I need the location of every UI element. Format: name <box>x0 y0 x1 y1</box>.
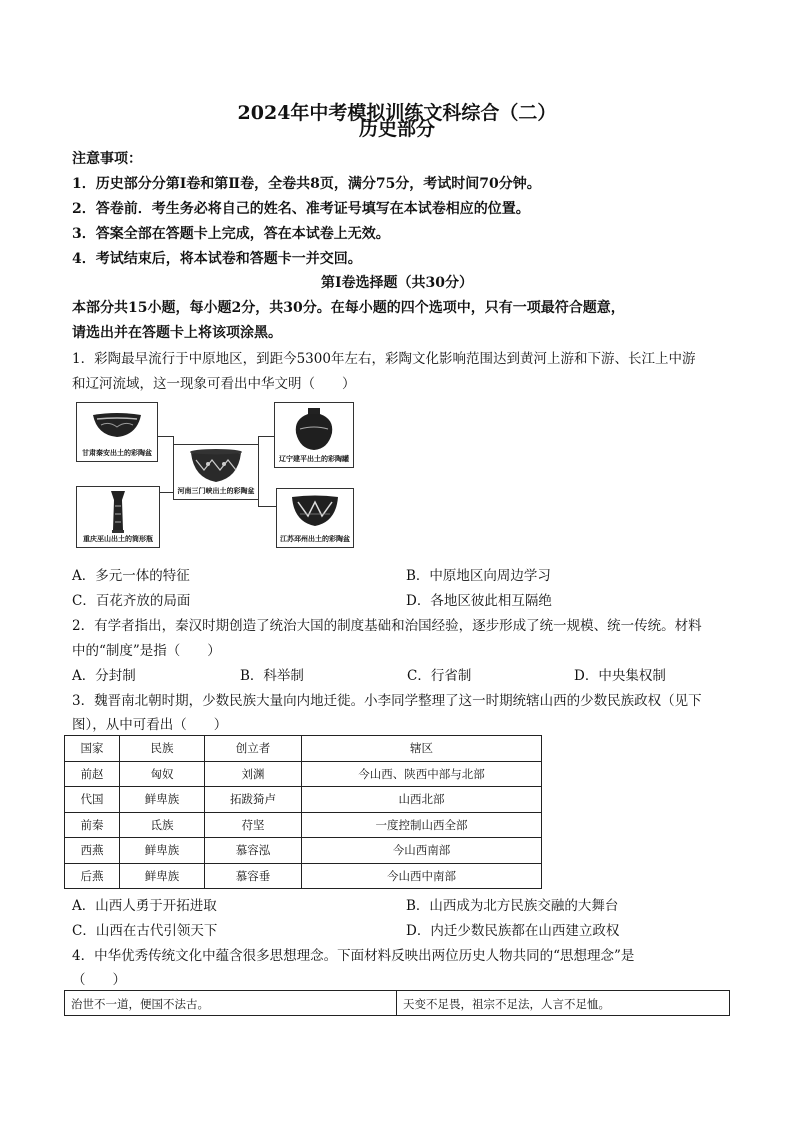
table-row <box>65 812 542 838</box>
option-c: C．行省制 <box>407 668 472 684</box>
question-1-text: 1．彩陶最早流行于中原地区，到距今5300年左右，彩陶文化影响范围达到黄河上游和下游、长江上中游 <box>72 351 696 367</box>
painted-basin-icon <box>188 448 244 484</box>
table-header: 国家 <box>65 736 120 762</box>
image-caption: 重庆巫山出土的筒形瓶 <box>83 534 153 543</box>
table-row <box>65 787 542 813</box>
question-3-text: 图），从中可看出（ ） <box>72 717 228 733</box>
notice-item: 2．答卷前．考生务必将自己的姓名、准考证号填写在本试卷相应的位置。 <box>72 201 530 217</box>
image-caption: 江苏邳州出土的彩陶盆 <box>280 534 350 543</box>
table-cell: 西燕 <box>65 838 120 864</box>
notice-item: 3．答案全部在答题卡上完成，答在本试卷上无效。 <box>72 226 390 242</box>
option-a: A．分封制 <box>72 668 136 684</box>
question-4-text: 4．中华优秀传统文化中蕴含很多思想理念。下面材料反映出两位历史人物共同的“思想理念”是 <box>72 948 635 964</box>
table-cell: 慕容泓 <box>205 838 302 864</box>
image-caption: 甘肃秦安出土的彩陶盆 <box>82 448 152 457</box>
image-chongqing-vase <box>76 486 160 548</box>
painted-bowl-icon <box>89 411 145 439</box>
table-cell: 今山西南部 <box>302 838 542 864</box>
table-cell: 今山西中南部 <box>302 863 542 889</box>
option-a: A．山西人勇于开拓进取 <box>72 898 217 914</box>
option-c: C．百花齐放的局面 <box>72 593 191 609</box>
table-header: 民族 <box>120 736 205 762</box>
table-cell: 刘渊 <box>205 761 302 787</box>
table-cell: 匈奴 <box>120 761 205 787</box>
image-gansu-bowl <box>76 402 158 462</box>
painted-bowl-icon <box>290 494 340 528</box>
page-title: 2024年中考模拟训练文科综合（二） <box>237 102 557 124</box>
table-cell: 前秦 <box>65 812 120 838</box>
material-left-box <box>64 990 397 1016</box>
option-d: D．内迁少数民族都在山西建立政权 <box>406 923 620 939</box>
option-d: D．各地区彼此相互隔绝 <box>406 593 552 609</box>
option-b: B．中原地区向周边学习 <box>406 568 551 584</box>
table-cell: 拓跋猗卢 <box>205 787 302 813</box>
table-cell: 后燕 <box>65 863 120 889</box>
section-instruction: 本部分共15小题，每小题2分，共30分。在每小题的四个选项中，只有一项最符合题意， <box>72 300 625 316</box>
option-b: B．科举制 <box>240 668 304 684</box>
table-cell: 前赵 <box>65 761 120 787</box>
table-cell: 鲜卑族 <box>120 838 205 864</box>
table-cell: 鲜卑族 <box>120 787 205 813</box>
table-row <box>65 863 542 889</box>
section-instruction: 请选出并在答题卡上将该项涂黑。 <box>72 325 282 341</box>
question-1-text: 和辽河流域，这一现象可看出中华文明（ ） <box>72 376 356 392</box>
notice-item: 4．考试结束后，将本试卷和答题卡一并交回。 <box>72 251 362 267</box>
option-a: A．多元一体的特征 <box>72 568 190 584</box>
table-header: 辖区 <box>302 736 542 762</box>
image-jiangsu-bowl <box>276 488 354 548</box>
table-cell: 氐族 <box>120 812 205 838</box>
table-cell: 代国 <box>65 787 120 813</box>
table-cell: 苻坚 <box>205 812 302 838</box>
material-right-text: 天变不足畏，祖宗不足法，人言不足恤。 <box>403 997 610 1011</box>
cylinder-vase-icon <box>107 490 129 534</box>
table-header: 创立者 <box>205 736 302 762</box>
notice-item: 1．历史部分分第Ⅰ卷和第Ⅱ卷，全卷共8页，满分75分，考试时间70分钟。 <box>72 176 541 192</box>
painted-jar-icon <box>292 407 336 451</box>
page-subtitle: 历史部分 <box>358 118 435 140</box>
material-left-text: 治世不一道，便国不法古。 <box>71 997 209 1011</box>
notice-heading: 注意事项： <box>72 151 142 167</box>
question-2-text: 2．有学者指出，秦汉时期创造了统治大国的制度基础和治国经验，逐步形成了统一规模、统一传统。材料 <box>72 618 702 634</box>
image-henan-bowl <box>173 444 259 500</box>
table-row <box>65 761 542 787</box>
material-right-box <box>396 990 730 1016</box>
table-cell: 今山西、陕西中部与北部 <box>302 761 542 787</box>
table-cell: 鲜卑族 <box>120 863 205 889</box>
table-cell: 慕容垂 <box>205 863 302 889</box>
table-row <box>65 838 542 864</box>
section-title: 第Ⅰ卷选择题（共30分） <box>320 275 474 291</box>
image-caption: 辽宁建平出土的彩陶罐 <box>279 454 349 463</box>
image-liaoning-jar <box>274 402 354 468</box>
option-d: D．中央集权制 <box>574 668 666 684</box>
table-cell: 一度控制山西全部 <box>302 812 542 838</box>
table-header-row <box>65 736 542 762</box>
image-caption: 河南三门峡出土的彩陶盆 <box>177 486 255 495</box>
option-c: C．山西在古代引领天下 <box>72 923 218 939</box>
option-b: B．山西成为北方民族交融的大舞台 <box>406 898 619 914</box>
table-cell: 山西北部 <box>302 787 542 813</box>
regime-table <box>64 735 542 889</box>
question-4-text: （ ） <box>72 972 126 988</box>
question-2-text: 中的“制度”是指（ ） <box>72 643 221 659</box>
question-3-text: 3．魏晋南北朝时期，少数民族大量向内地迁徙。小李同学整理了这一时期统辖山西的少数民族政权（见下 <box>72 693 702 709</box>
